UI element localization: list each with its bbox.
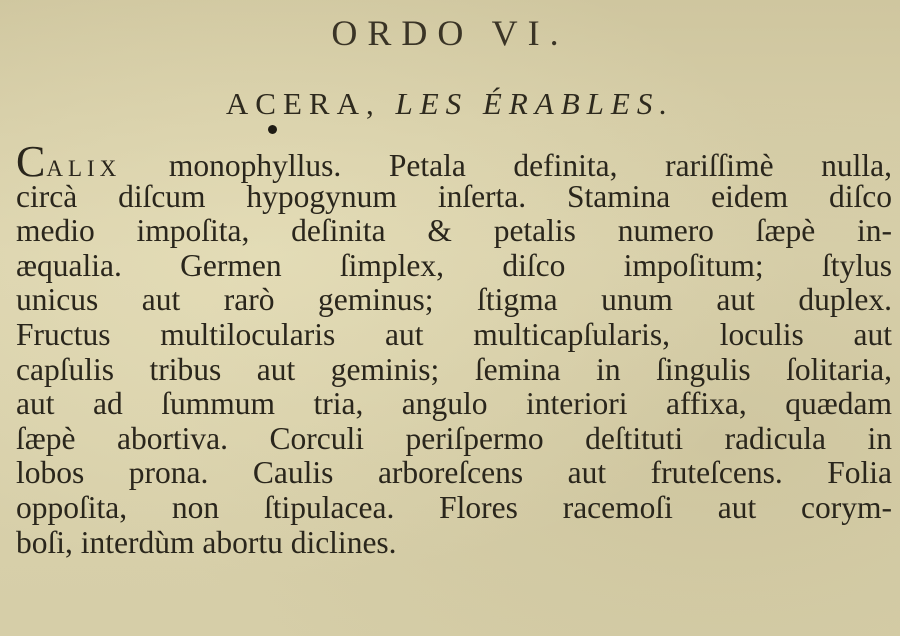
text-line: boſi, interdùm abortu diclines. <box>16 524 397 560</box>
drop-cap: C <box>16 137 47 186</box>
text-line: medio impoſita, deſinita & petalis numero ſæpè in- <box>16 213 892 249</box>
text-line: oppoſita, non ſtipulacea. Flores racemoſi aut corym- <box>16 489 892 525</box>
text-line: circà diſcum hypogynum inſerta. Stamina eidem diſco <box>16 178 892 214</box>
text-line: capſulis tribus aut geminis; ſemina in ſingulis ſolitaria, <box>16 351 892 387</box>
text-line <box>16 137 892 186</box>
text-line: unicus aut rarò geminus; ſtigma unum aut duplex. <box>16 282 892 318</box>
order-heading: ORDO VI. <box>331 13 569 53</box>
family-latin-name: ACERA, <box>225 86 381 121</box>
ink-dot <box>268 125 277 134</box>
text-line-content: monophyllus. Petala definita, rariſſimè nulla, <box>121 148 892 183</box>
text-line: ſæpè abortiva. Corculi periſpermo deſtituti radicula in <box>16 420 892 456</box>
text-line: lobos prona. Caulis arboreſcens aut fruteſcens. Folia <box>16 455 892 491</box>
text-line: æqualia. Germen ſimplex, diſco impoſitum; ſtylus <box>16 247 892 283</box>
family-french-name: LES ÉRABLES. <box>395 86 675 121</box>
text-line: Fructus multilocularis aut multicapſularis, loculis aut <box>16 316 892 352</box>
family-heading <box>0 86 900 122</box>
description-paragraph <box>16 137 892 560</box>
lead-small-caps: ALIX <box>46 156 122 181</box>
text-line: aut ad ſummum tria, angulo interiori affixa, quædam <box>16 386 892 422</box>
